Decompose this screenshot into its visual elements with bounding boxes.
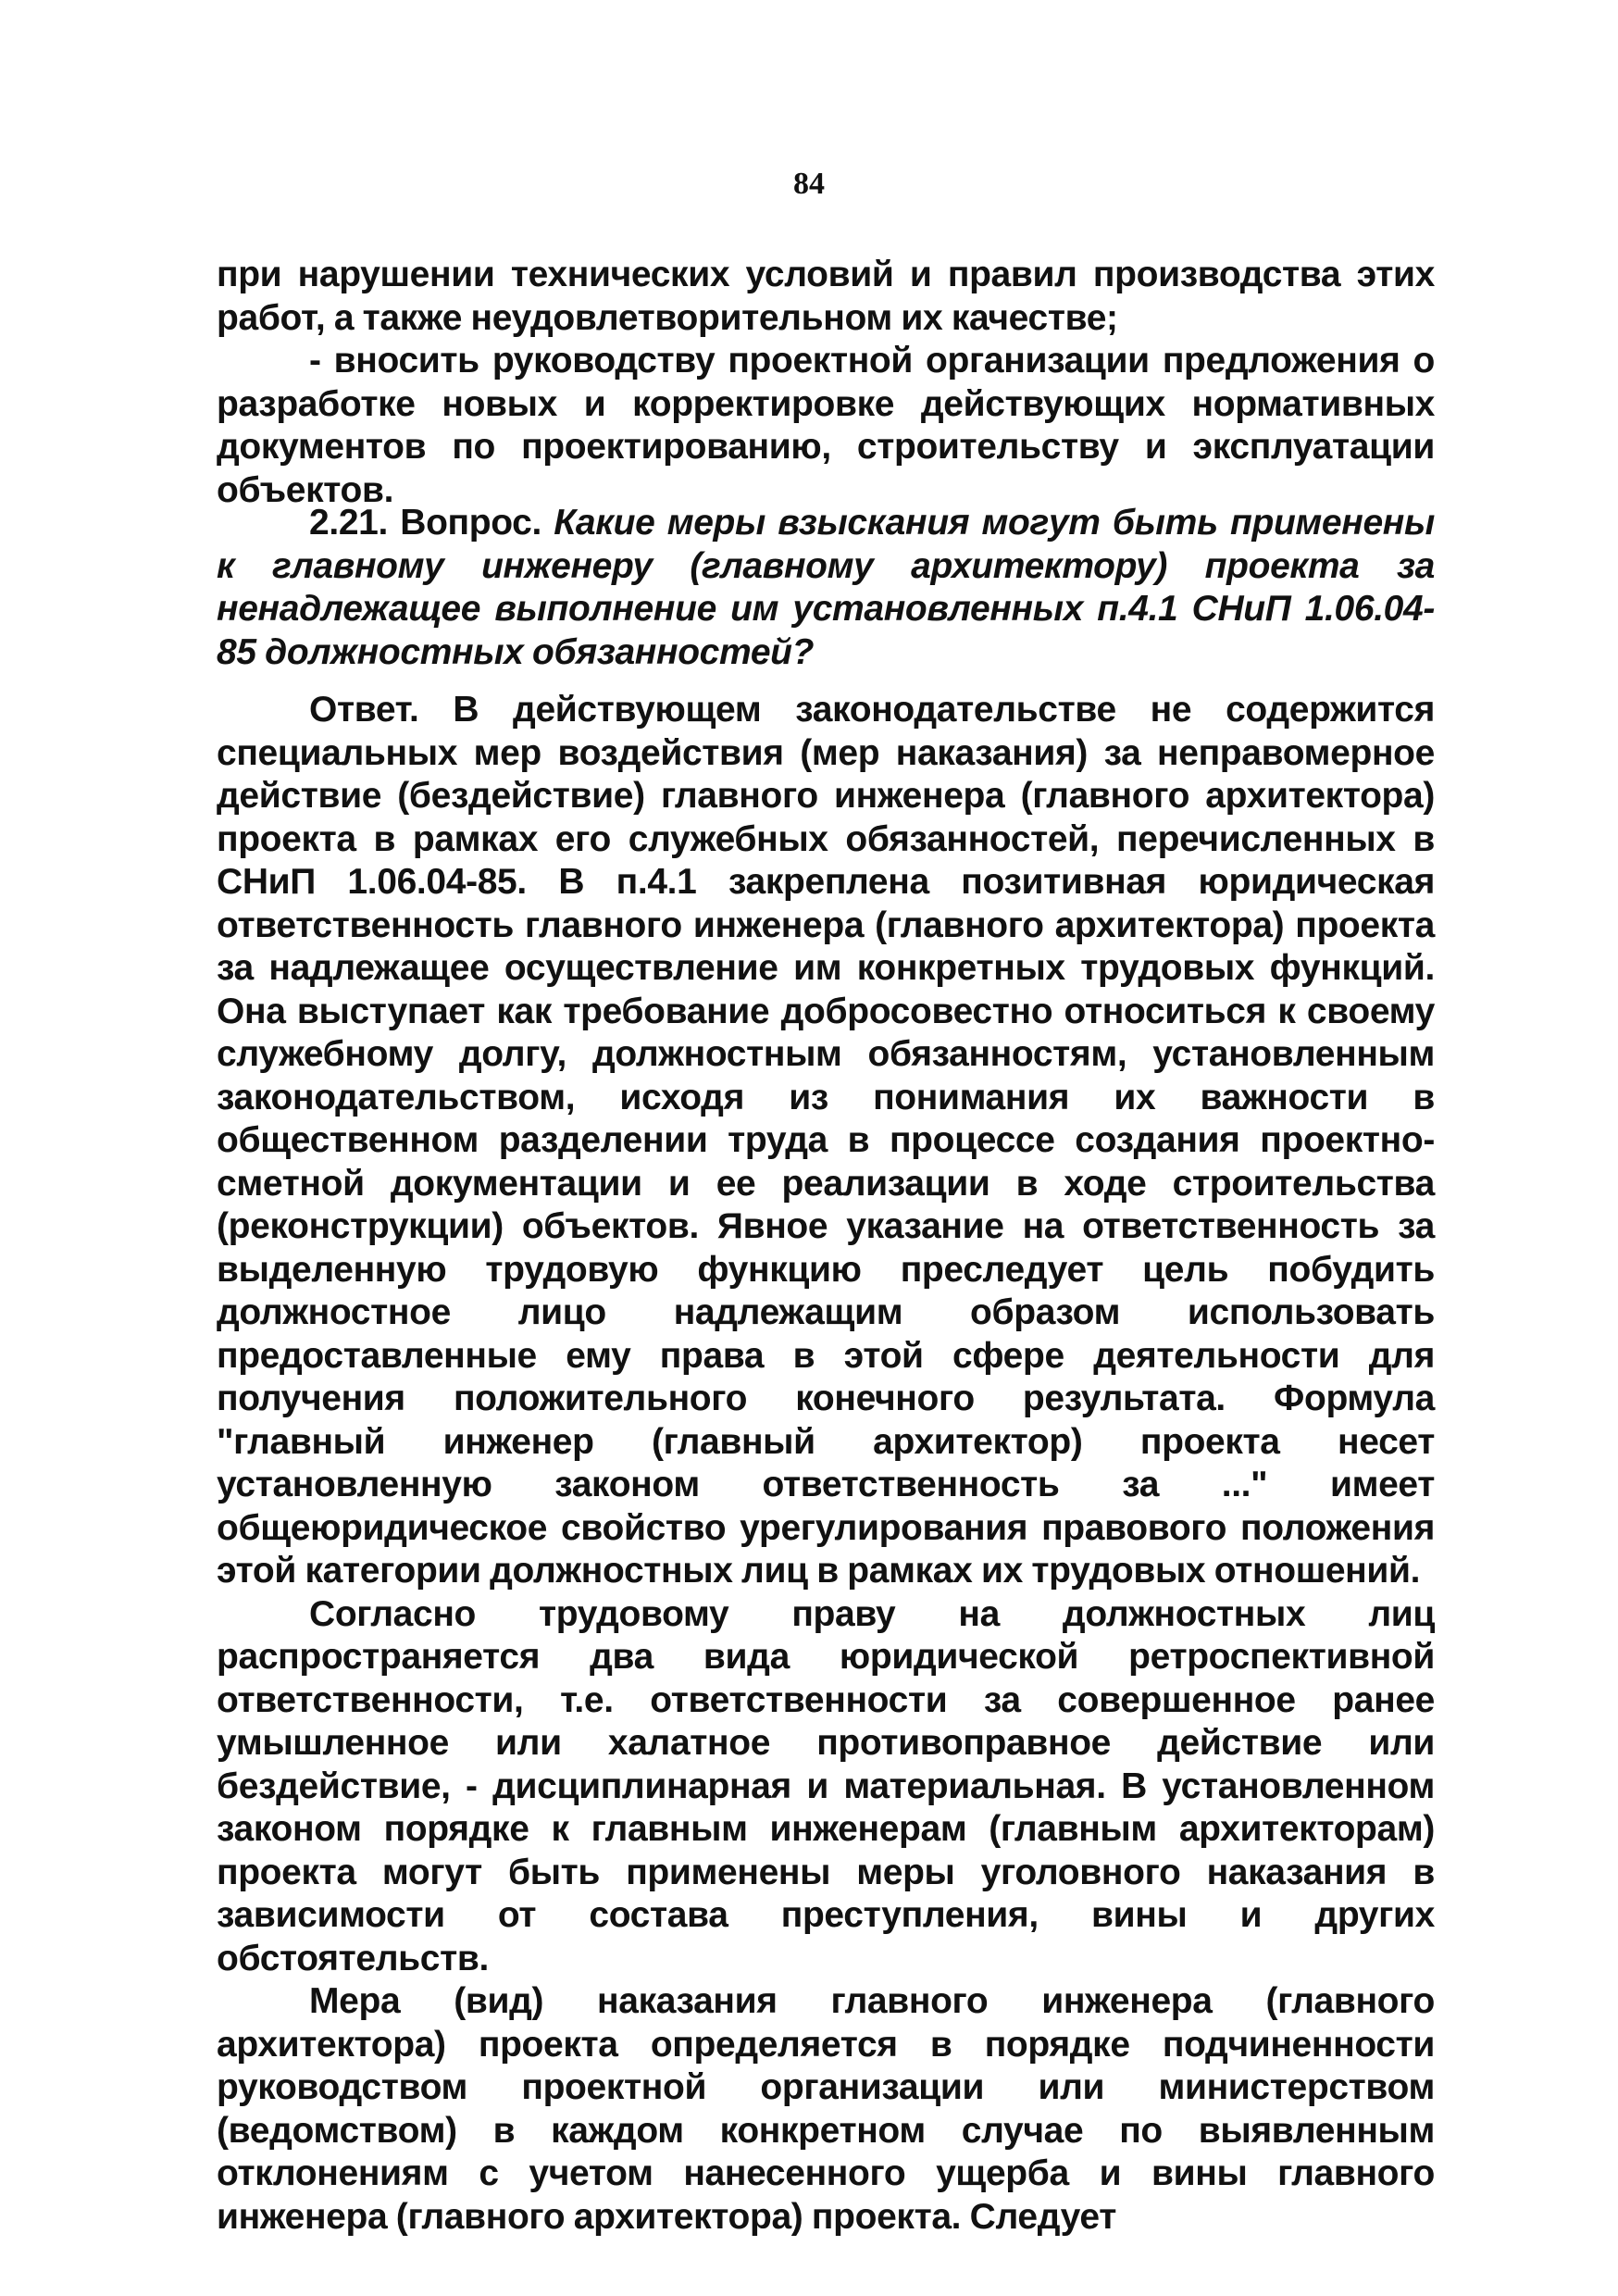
question-block [217,502,1435,674]
answer-paragraph: Ответ. В действующем законодательстве не содержится специальных мер воздействия (мер наказания) за неправомерное действие (бездействие) главного инженера (главного архитектора) проекта в рамках его служебных обязанностей, перечисленных в СНиП 1.06.04-85. В п.4.1 закреплена позитивная юридическая ответственность главного инженера (главного архитектора) проекта за надлежащее осуществление им конкретных трудовых функций. Она выступает как требование добросовестно относиться к своему служебному долгу, должностным обязанностям, установленным законодательством, исходя из понимания их важности в общественном разделении труда в процессе создания проектно-сметной документации и ее реализации в ходе строительства (реконструкции) объектов. Явное указание на ответственность за выделенную трудовую функцию преследует цель побудить должностное лицо надлежащим образом использовать предоставленные ему права в этой сфере деятельности для получения положительного конечного результата. Формула "главный инженер (главный архитектор) проекта несет установленную законом ответственность за ..." имеет общеюридическое свойство урегулирования правового положения этой категории должностных лиц в рамках их трудовых отношений. [217,690,1435,1591]
page-number: 84 [793,167,825,201]
answer-block [217,689,1435,2239]
question-text: Какие меры взыскания могут быть применены к главному инженеру (главному архитектору) проекта за ненадлежащее выполнение им установленных п.4.1 СНиП 1.06.04-85 должностных обязанностей? [217,503,1435,672]
continuation-paragraph: при нарушении технических условий и правил производства этих работ, а также неудовлетворительном их качестве; [217,255,1435,338]
question-number: 2.21. [309,503,388,543]
answer-paragraph: Согласно трудовому праву на должностных лиц распространяется два вида юридической ретроспективной ответственности, т.е. ответственности за совершенное ранее умышленное или халатное противоправное действие или бездействие, - дисциплинарная и материальная. В установленном законом порядке к главным инженерам (главным архитекторам) проекта могут быть применены меры уголовного наказания в зависимости от состава преступления, вины и других обстоятельств. [217,1593,1435,1978]
question-label: Вопрос. [400,503,542,543]
bullet-paragraph: - вносить руководству проектной организации предложения о разработке новых и корректировке действующих нормативных документов по проектированию, строительству и эксплуатации объектов. [217,341,1435,510]
question-paragraph [217,502,1435,674]
answer-paragraph: Мера (вид) наказания главного инженера (главного архитектора) проекта определяется в порядке подчиненности руководством проектной организации или министерством (ведомством) в каждом конкретном случае по выявленным отклонениям с учетом нанесенного ущерба и вины главного инженера (главного архитектора) проекта. Следует [217,1981,1435,2237]
section-continuation [217,254,1435,512]
